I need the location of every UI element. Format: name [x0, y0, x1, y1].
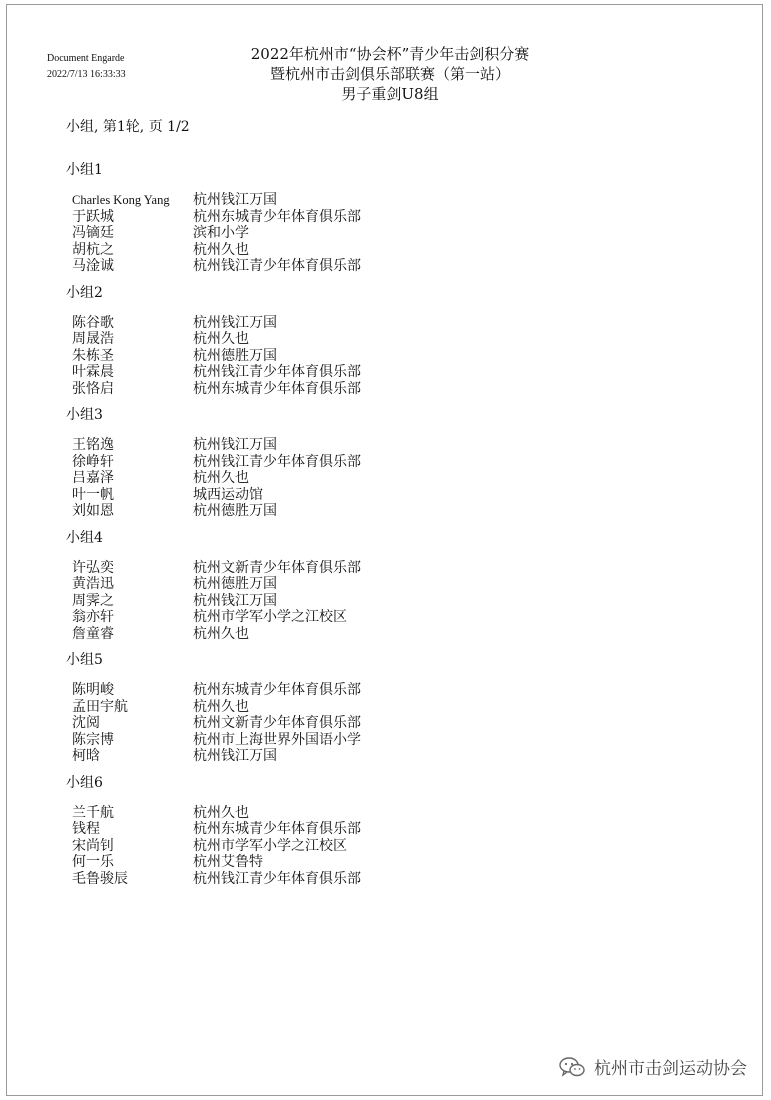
fencer-row — [66, 503, 706, 520]
fencer-club: 杭州艾鲁特 — [193, 854, 263, 870]
fencer-name: 叶一帆 — [72, 486, 114, 503]
fencer-name: 于跃城 — [72, 208, 114, 225]
fencer-club: 杭州东城青少年体育俱乐部 — [193, 682, 361, 698]
timestamp: 2022/7/13 16:33:33 — [47, 69, 126, 80]
fencer-row — [66, 242, 706, 259]
fencer-row — [66, 821, 706, 838]
fencer-name: 詹童睿 — [72, 625, 114, 642]
fencer-name: Charles Kong Yang — [72, 193, 170, 207]
group-title: 小组2 — [66, 284, 103, 301]
fencer-club: 杭州市学军小学之江校区 — [193, 837, 347, 854]
fencer-club: 杭州久也 — [193, 470, 249, 486]
group-title: 小组3 — [66, 407, 103, 423]
fencer-row — [66, 682, 706, 699]
fencer-club: 杭州德胜万国 — [193, 347, 277, 364]
fencer-club: 杭州钱江青少年体育俱乐部 — [193, 870, 361, 887]
fencer-club: 杭州钱江万国 — [193, 437, 277, 453]
fencer-list — [66, 560, 706, 643]
fencer-club: 杭州德胜万国 — [193, 503, 277, 519]
event-category: 男子重剑U8组 — [341, 85, 439, 103]
footer-text: 杭州市击剑运动协会 — [594, 1059, 747, 1079]
fencer-club: 杭州久也 — [193, 331, 249, 347]
fencer-name: 陈谷歌 — [72, 314, 114, 331]
fencer-club: 杭州市学军小学之江校区 — [193, 609, 347, 625]
fencer-row — [66, 699, 706, 716]
fencer-row — [66, 576, 706, 593]
fencer-club: 杭州钱江青少年体育俱乐部 — [193, 453, 361, 470]
fencer-name: 何一乐 — [72, 854, 114, 870]
groups-list — [66, 160, 706, 895]
fencer-club: 杭州钱江万国 — [193, 748, 277, 764]
fencer-row — [66, 871, 706, 888]
fencer-name: 马淦诚 — [72, 258, 114, 274]
fencer-club: 杭州东城青少年体育俱乐部 — [193, 821, 361, 837]
fencer-club: 杭州德胜万国 — [193, 576, 277, 592]
software-name: Document Engarde — [47, 53, 125, 64]
event-title: 2022年杭州市“协会杯”青少年击剑积分赛 — [250, 45, 530, 63]
fencer-club: 杭州东城青少年体育俱乐部 — [193, 380, 361, 397]
fencer-row — [66, 454, 706, 471]
fencer-list — [66, 805, 706, 888]
fencer-club: 杭州文新青少年体育俱乐部 — [193, 715, 361, 731]
fencer-name: 吕嘉泽 — [72, 470, 114, 486]
fencer-name: 张恪启 — [72, 380, 114, 397]
fencer-name: 冯镝廷 — [72, 225, 114, 241]
fencer-row — [66, 560, 706, 577]
fencer-name: 许弘奕 — [72, 559, 114, 576]
wechat-icon — [558, 1056, 586, 1078]
fencer-name: 毛鲁骏辰 — [72, 870, 128, 887]
fencer-row — [66, 593, 706, 610]
fencer-row — [66, 487, 706, 504]
document-meta — [47, 51, 126, 83]
fencer-club: 杭州东城青少年体育俱乐部 — [193, 208, 361, 225]
fencer-row — [66, 470, 706, 487]
fencer-row — [66, 748, 706, 765]
fencer-name: 钱程 — [72, 821, 100, 837]
fencer-name: 黄浩迅 — [72, 576, 114, 592]
pool-group — [66, 650, 706, 765]
fencer-name: 王铭逸 — [72, 437, 114, 453]
fencer-club: 杭州钱江万国 — [193, 192, 277, 208]
fencer-club: 杭州久也 — [193, 698, 249, 715]
fencer-name: 沈阅 — [72, 715, 100, 731]
group-title: 小组5 — [66, 652, 103, 668]
fencer-row — [66, 258, 706, 275]
fencer-name: 宋尚钊 — [72, 837, 114, 854]
fencer-name: 陈明峻 — [72, 682, 114, 698]
fencer-name: 陈宗博 — [72, 731, 114, 748]
fencer-row — [66, 626, 706, 643]
fencer-club: 杭州钱江青少年体育俱乐部 — [193, 364, 361, 380]
document-header — [200, 44, 580, 104]
fencer-row — [66, 315, 706, 332]
fencer-row — [66, 715, 706, 732]
fencer-name: 周霁之 — [72, 592, 114, 609]
fencer-row — [66, 192, 706, 209]
fencer-name: 周晟浩 — [72, 331, 114, 347]
round-label: 小组, 第1轮, 页 1/2 — [66, 119, 190, 135]
fencer-row — [66, 732, 706, 749]
pool-group — [66, 160, 706, 275]
fencer-club: 滨和小学 — [193, 225, 249, 241]
fencer-row — [66, 381, 706, 398]
event-subtitle: 暨杭州市击剑俱乐部联赛（第一站） — [269, 65, 510, 83]
group-title: 小组4 — [66, 529, 103, 546]
fencer-club: 杭州市上海世界外国语小学 — [193, 731, 361, 748]
fencer-club: 杭州钱江万国 — [193, 314, 277, 331]
fencer-list — [66, 192, 706, 275]
fencer-club: 杭州久也 — [193, 625, 249, 642]
fencer-club: 城西运动馆 — [193, 486, 263, 503]
fencer-name: 胡杭之 — [72, 241, 114, 258]
fencer-row — [66, 331, 706, 348]
fencer-name: 兰千航 — [72, 804, 114, 821]
fencer-name: 孟田宇航 — [72, 698, 128, 715]
fencer-name: 翁亦轩 — [72, 609, 114, 625]
pool-group — [66, 773, 706, 888]
fencer-row — [66, 209, 706, 226]
pool-group — [66, 528, 706, 643]
fencer-row — [66, 225, 706, 242]
fencer-name: 朱栋圣 — [72, 347, 114, 364]
fencer-row — [66, 854, 706, 871]
fencer-list — [66, 682, 706, 765]
fencer-row — [66, 437, 706, 454]
fencer-club: 杭州钱江青少年体育俱乐部 — [193, 258, 361, 274]
fencer-club: 杭州久也 — [193, 804, 249, 821]
fencer-name: 徐峥轩 — [72, 453, 114, 470]
fencer-name: 叶霖晨 — [72, 364, 114, 380]
fencer-name: 刘如恩 — [72, 503, 114, 519]
fencer-name: 柯晗 — [72, 748, 100, 764]
fencer-row — [66, 609, 706, 626]
group-title: 小组1 — [66, 162, 103, 178]
pool-group — [66, 283, 706, 398]
group-title: 小组6 — [66, 774, 103, 791]
fencer-row — [66, 364, 706, 381]
fencer-row — [66, 348, 706, 365]
footer-watermark — [558, 1054, 747, 1079]
fencer-row — [66, 805, 706, 822]
fencer-club: 杭州久也 — [193, 241, 249, 258]
fencer-club: 杭州文新青少年体育俱乐部 — [193, 559, 361, 576]
fencer-list — [66, 437, 706, 520]
fencer-club: 杭州钱江万国 — [193, 592, 277, 609]
fencer-list — [66, 315, 706, 398]
pool-group — [66, 405, 706, 520]
fencer-row — [66, 838, 706, 855]
